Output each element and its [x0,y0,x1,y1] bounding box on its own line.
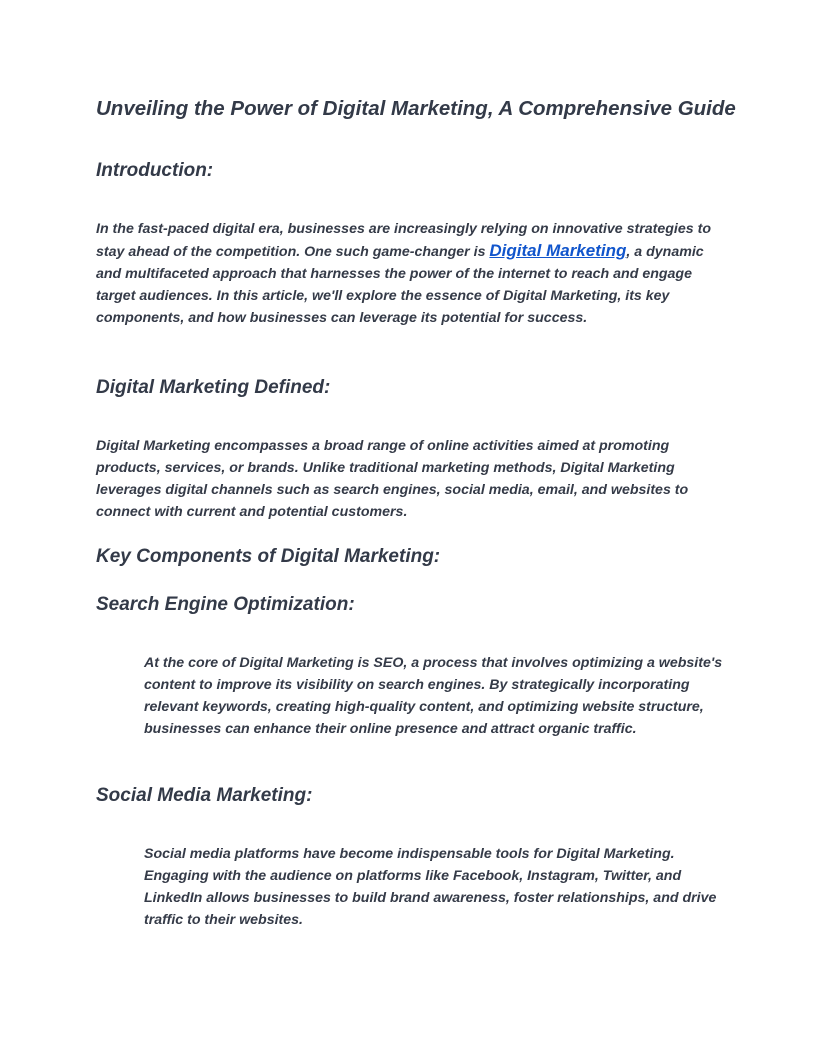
seo-paragraph: At the core of Digital Marketing is SEO, a process that involves optimizing a website's content to improve its visibility on search engines. By strategically incorporating relevant keywords, creating high-quality content, and optimizing website structure, businesses can enhance their online presence and attract organic traffic. [144,655,723,737]
digital-marketing-defined-heading: Digital Marketing Defined: [96,377,331,398]
seo-heading: Search Engine Optimization: [96,594,355,615]
social-media-marketing-paragraph: Social media platforms have become indispensable tools for Digital Marketing. Engaging with the audience on platforms like Facebook, Instagram, Twitter, and LinkedIn allows businesses to build brand awareness, foster relationships, and drive traffic to their websites. [144,846,717,928]
document-title: Unveiling the Power of Digital Marketing, A Comprehensive Guide [96,97,736,120]
introduction-heading: Introduction: [96,160,214,181]
key-components-heading: Key Components of Digital Marketing: [96,546,441,567]
introduction-text-after-link: , a dynamic and multifaceted approach that harnesses the power of the internet to reach and engage target audiences. In this article, we'll explore the essence of Digital Marketing, its key components, and how businesses can leverage its potential for success. [96,244,704,326]
digital-marketing-link[interactable]: Digital Marketing [489,241,627,260]
introduction-text-before-link: In the fast-paced digital era, businesses are increasingly relying on innovative strategies to stay ahead of the competition. One such game-changer is [96,221,711,260]
digital-marketing-defined-paragraph: Digital Marketing encompasses a broad range of online activities aimed at promoting products, services, or brands. Unlike traditional marketing methods, Digital Marketing leverages digital channels such as search engines, social media, email, and websites to connect with current and potential customers. [96,438,689,520]
introduction-paragraph [96,218,724,329]
social-media-marketing-heading: Social Media Marketing: [96,785,313,806]
